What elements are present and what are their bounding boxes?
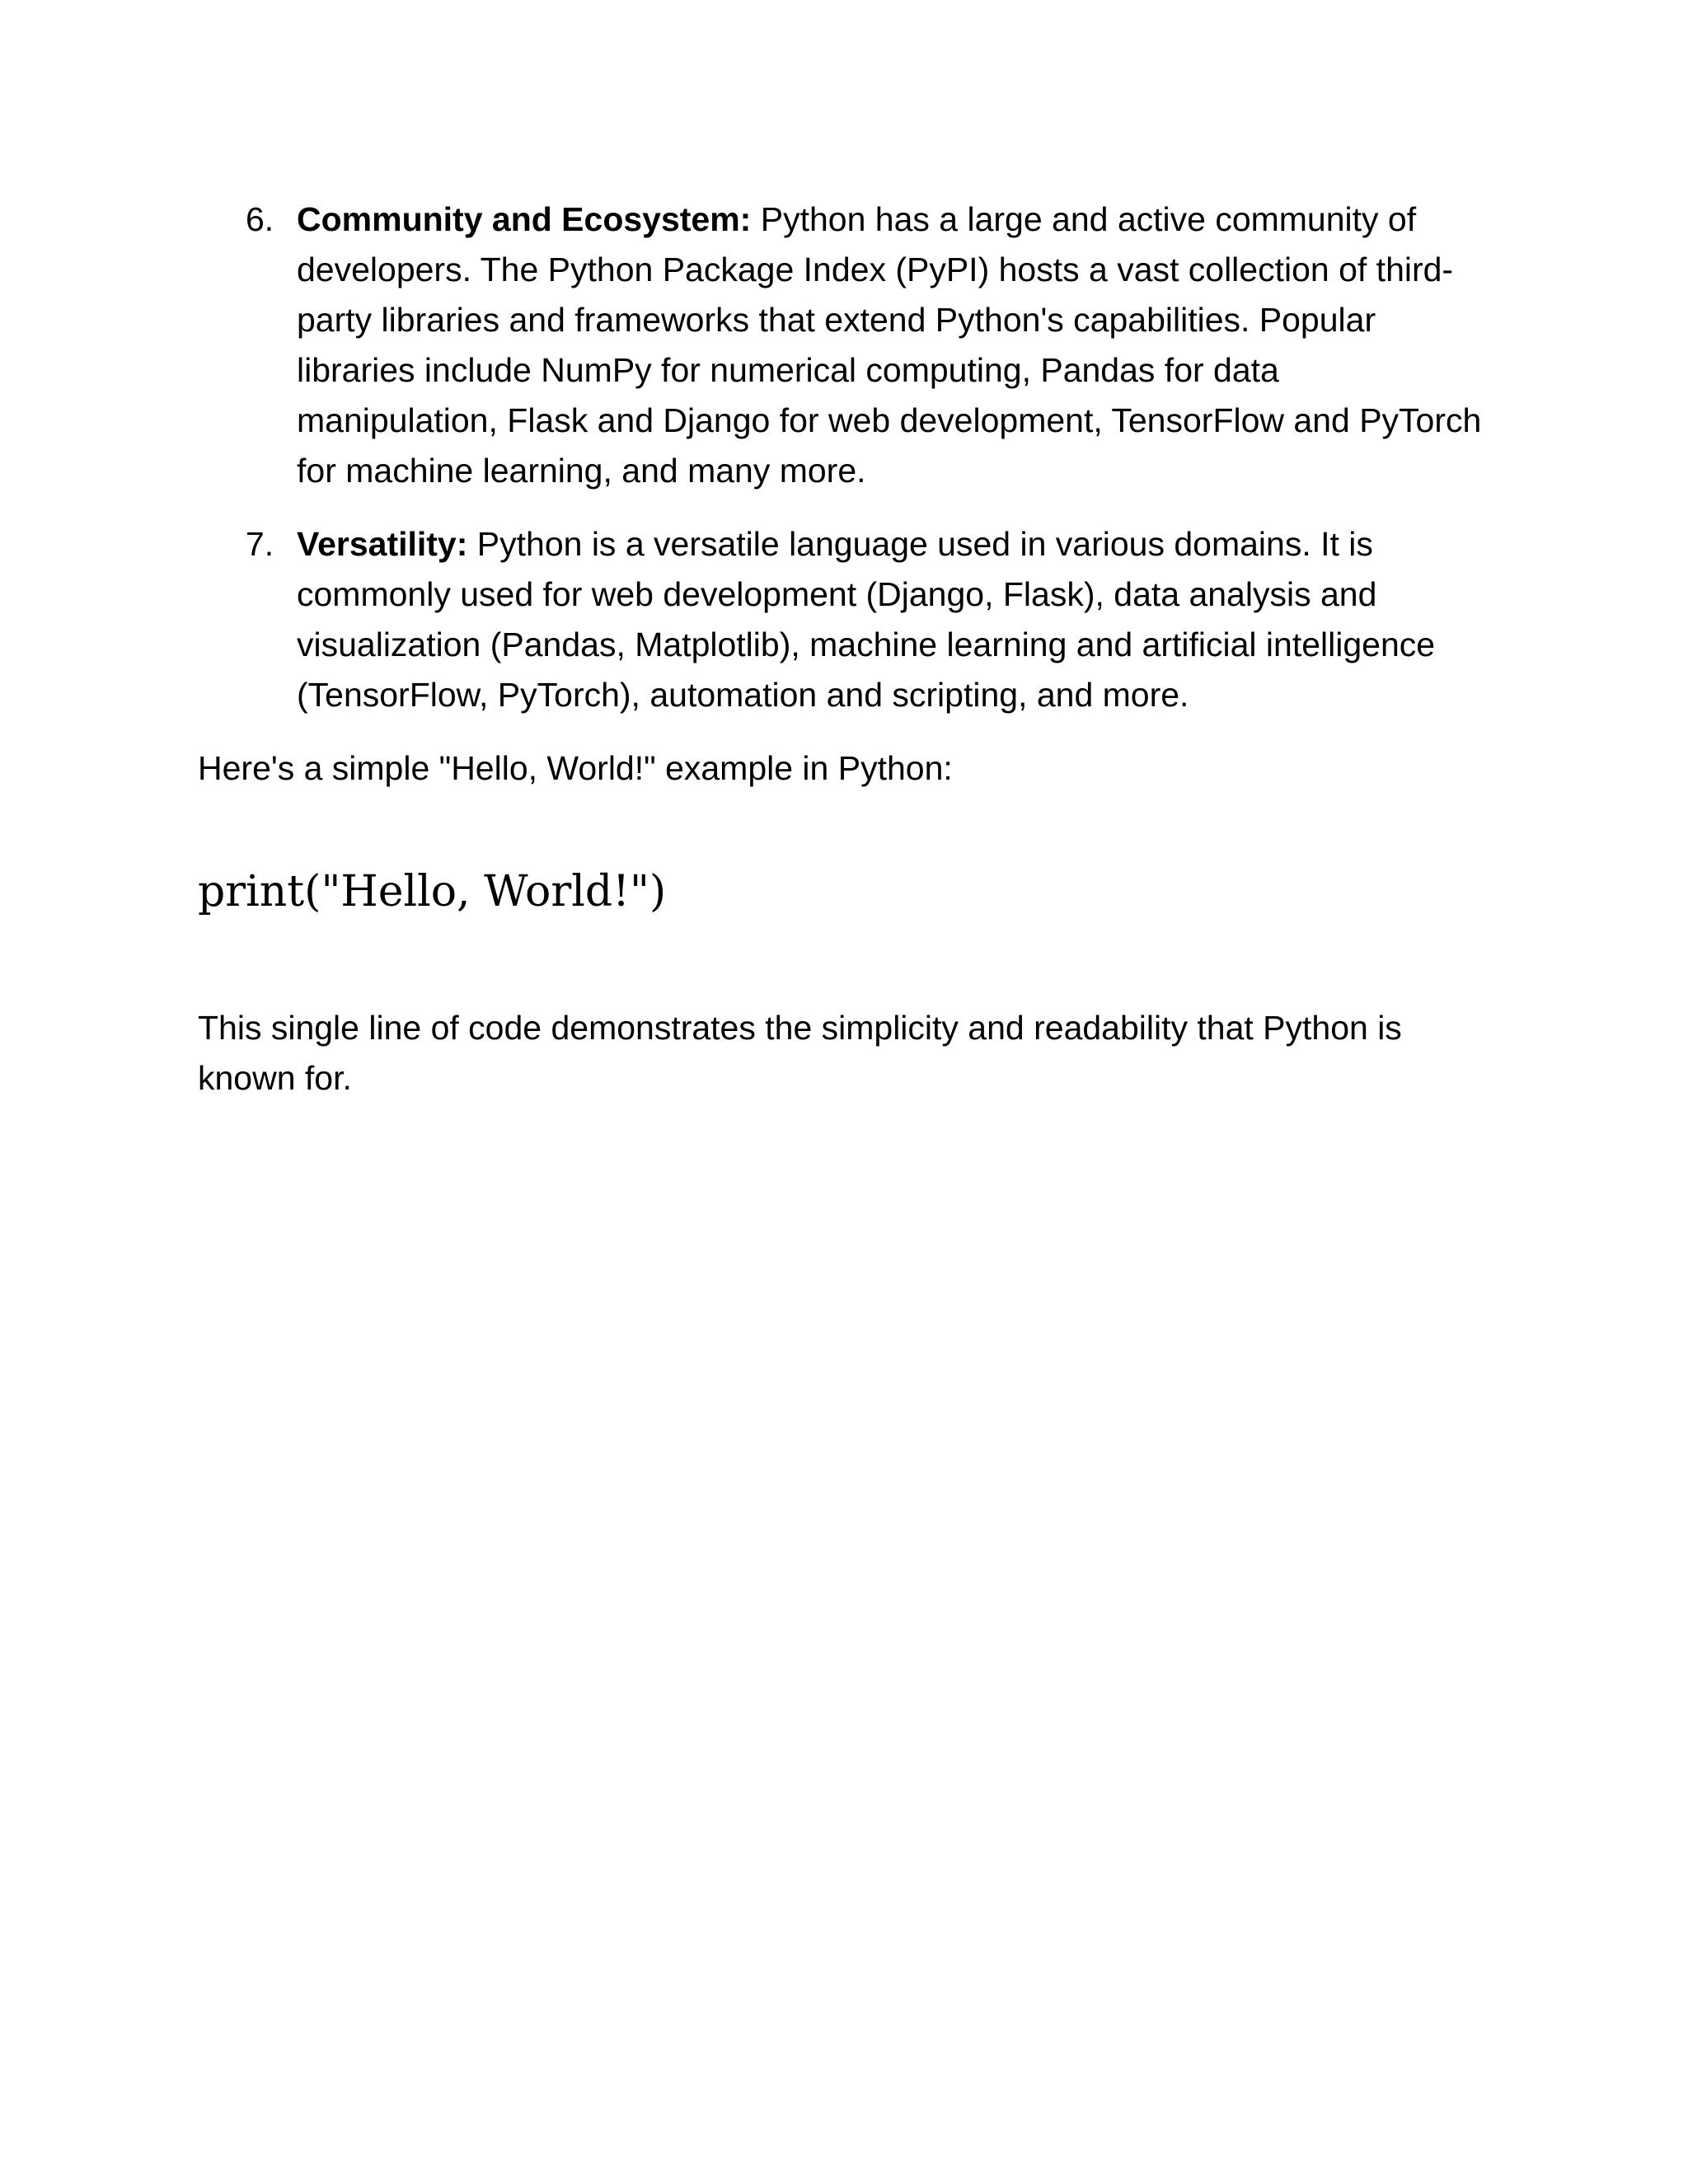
list-number: 7.: [246, 525, 274, 563]
code-block: print("Hello, World!"): [198, 867, 667, 916]
list-item-community-ecosystem: [198, 194, 1484, 496]
list-number: 6.: [246, 200, 274, 238]
intro-paragraph: Here's a simple "Hello, World!" example in Python:: [198, 749, 953, 787]
numbered-list: [198, 194, 1484, 720]
list-item-text: Python is a versatile language used in various domains. It is commonly used for web development (Django, Flask), data analysis and visualization (Pandas, Matplotlib), machine learning and artificial intelligence (TensorFlow, PyTorch), automation and scripting, and more.: [297, 525, 1436, 714]
list-item-text: Python has a large and active community of developers. The Python Package Index (PyPI) hosts a vast collection of third-party libraries and frameworks that extend Python's capabilities. Popular libraries include NumPy for numerical computing, Pandas for data manipulation, Flask and Django for web development, TensorFlow and PyTorch for machine learning, and many more.: [297, 200, 1482, 490]
list-item-title: Community and Ecosystem:: [297, 200, 752, 238]
closing-paragraph: This single line of code demonstrates the simplicity and readability that Python is known for.: [198, 1009, 1402, 1097]
list-item-versatility: [198, 519, 1484, 720]
list-item-title: Versatility:: [297, 525, 468, 563]
document-content: [198, 194, 1484, 1104]
